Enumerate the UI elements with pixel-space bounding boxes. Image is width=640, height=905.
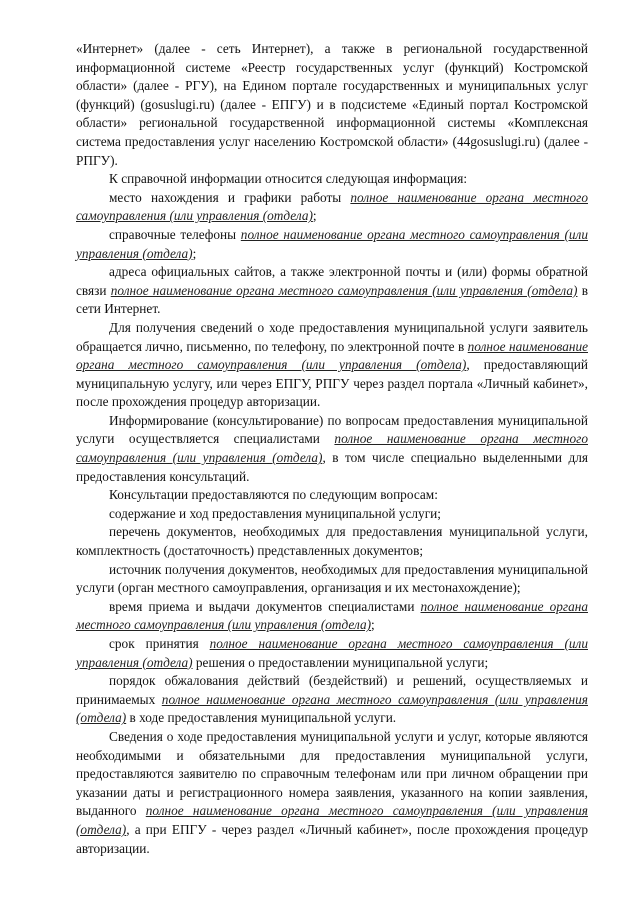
paragraph-text: в сети Интернет. [76, 282, 588, 317]
paragraph-text: перечень документов, необходимых для предоставления муниципальной услуги, комплектность (достаточность) представленных документов; [76, 524, 588, 559]
paragraph-text: ; [312, 208, 317, 224]
paragraph-text: Информирование (консультирование) по вопросам предоставления муниципальной услуги осуществляется специалистами [76, 412, 588, 447]
paragraph [76, 523, 588, 560]
paragraph-text: справочные телефоны [109, 226, 241, 242]
paragraph-text: Консультации предоставляются по следующим вопросам: [109, 487, 438, 503]
paragraph-text: порядок обжалования действий (бездействий) и решений, осуществляемых и принимаемых [76, 673, 588, 707]
paragraph-text: ; [371, 617, 375, 633]
paragraph [76, 263, 588, 319]
paragraph-text: , а при ЕПГУ - через раздел «Личный кабинет», после прохождения процедур авторизации. [76, 821, 588, 856]
paragraph [76, 412, 588, 486]
paragraph-text: Для получения сведений о ходе предоставления муниципальной услуги заявитель обращается лично, письменно, по телефону, по электронной почте в [76, 319, 588, 354]
paragraph [76, 226, 588, 263]
underlined-placeholder: полное наименование органа местного самоуправления (или управления (отдела) [76, 803, 588, 837]
paragraph [76, 561, 588, 598]
paragraph [76, 319, 588, 412]
paragraph-text: решения о предоставлении муниципальной услуги; [192, 654, 489, 670]
paragraph-text: содержание и ход предоставления муниципальной услуги; [109, 505, 441, 521]
underlined-placeholder: полное наименование органа местного самоуправления (или управления (отдела) [110, 282, 578, 298]
underlined-placeholder: полное наименование органа местного самоуправления (или управления (отдела) [76, 636, 588, 670]
paragraph [76, 672, 588, 728]
paragraph [76, 728, 588, 858]
paragraph [76, 635, 588, 672]
paragraph-text: срок принятия [109, 636, 210, 651]
paragraph-text: Сведения о ходе предоставления муниципальной услуги и услуг, которые являются необходимыми и обязательными для предоставления муниципальной услуги, предоставляются заявителю по справочным телефонам или при личном обращении при указании даты и регистрационного номера заявления, указанного на копии заявления, выданного [76, 728, 588, 819]
paragraph [76, 170, 588, 189]
underlined-placeholder: полное наименование органа местного самоуправления (или управления (отдела) [76, 431, 588, 466]
paragraph-text: , в том числе специально выделенными для предоставления консультаций. [76, 450, 588, 484]
underlined-placeholder: полное наименование органа местного самоуправления (или управления (отдела) [76, 189, 588, 224]
paragraph-text: «Интернет» (далее - сеть Интернет), а также в региональной государственной информационной системе «Реестр государственных услуг (функций) Костромской области» (далее - РГУ), на Едином портале государственных и муниципальных услуг (функций) (gosuslugi.ru) (далее - ЕПГУ) и в подсистеме «Единый портал Костромской области» региональной государственной информационной системы «Комплексная система предоставления услуг населению Костромской области» (44gosuslugi.ru) (далее - РПГУ). [76, 41, 588, 168]
underlined-placeholder: полное наименование органа местного самоуправления (или управления (отдела) [76, 338, 588, 373]
paragraph-text: в ходе предоставления муниципальной услуги. [126, 710, 397, 726]
paragraph [76, 598, 588, 635]
underlined-placeholder: полное наименование органа местного самоуправления (или управления (отдела) [76, 691, 588, 726]
document-page [76, 40, 588, 858]
paragraph [76, 486, 588, 505]
paragraph-text: источник получения документов, необходимых для предоставления муниципальной услуги (орган местного самоуправления, организация и их местонахождение); [76, 561, 588, 596]
paragraph-text: К справочной информации относится следующая информация: [109, 171, 468, 187]
underlined-placeholder: полное наименование органа местного самоуправления (или управления (отдела) [76, 226, 588, 261]
paragraph-text: время приема и выдачи документов специалистами [109, 598, 421, 614]
paragraph-text: ; [192, 245, 197, 261]
paragraph-text: , предоставляющий муниципальную услугу, или через ЕПГУ, РПГУ через раздел портала «Личный кабинет», после прохождения процедур авторизации. [76, 357, 588, 410]
paragraph-text: адреса официальных сайтов, а также электронной почты и (или) формы обратной связи [76, 264, 588, 298]
paragraph [76, 189, 588, 226]
paragraph [76, 40, 588, 170]
underlined-placeholder: полное наименование органа местного самоуправления (или управления (отдела) [76, 598, 588, 633]
paragraph-text: место нахождения и графики работы [109, 189, 351, 205]
paragraph [76, 505, 588, 524]
